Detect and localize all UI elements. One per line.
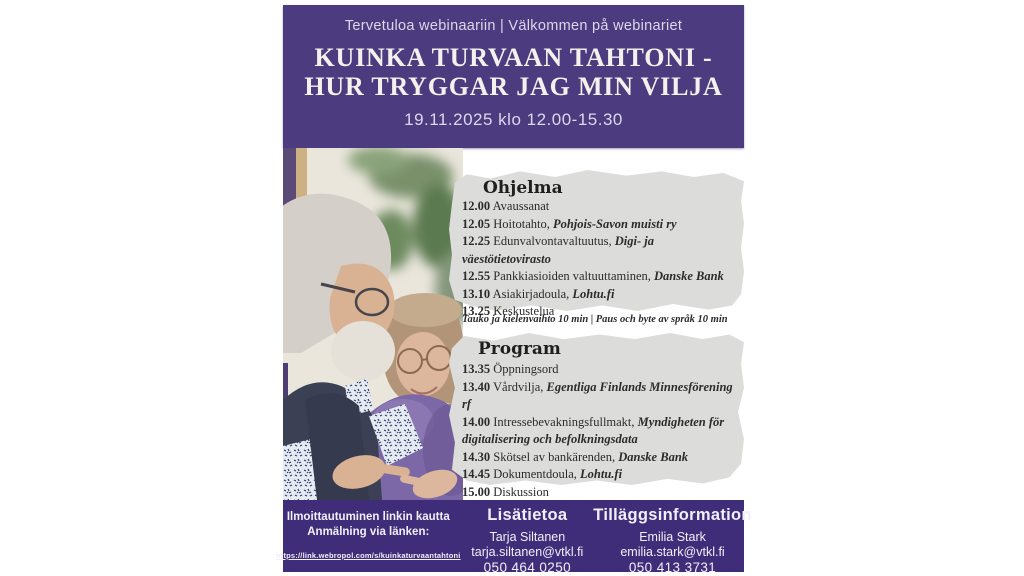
contact-fi-phone: 050 464 0250 xyxy=(483,560,572,575)
program-heading: Program xyxy=(478,339,561,359)
program-item: 14.30 Skötsel av bankärenden, Danske Bank xyxy=(462,449,689,464)
registration-line1: Ilmoittautuminen linkin kautta xyxy=(286,511,450,523)
flyer-footer xyxy=(275,500,752,575)
ohjelma-item: 12.00 Avaussanat xyxy=(462,199,550,213)
ohjelma-list xyxy=(462,198,744,321)
event-date: 19.11.2025 klo 12.00-15.30 xyxy=(404,110,623,129)
registration-line2: Anmälning via länken: xyxy=(307,525,430,538)
program-item: 15.00 Diskussion xyxy=(462,484,549,499)
page-title xyxy=(283,43,744,101)
break-note: Tauko ja kielenvaihto 10 min | Paus och byte av språk 10 min xyxy=(462,314,728,325)
title-line1: KUINKA TURVAAN TAHTONI - xyxy=(314,43,713,72)
program-item: 13.40 Vårdvilja, Egentliga Finlands Minnesförening rf xyxy=(462,379,733,411)
program-item: 13.35 Öppningsord xyxy=(462,362,559,376)
ohjelma-item: 12.25 Edunvalvontavaltuutus, Digi- ja väestötietovirasto xyxy=(462,234,654,266)
ohjelma-item: 13.10 Asiakirjadoula, Lohtu.fi xyxy=(462,286,615,301)
contact-sv-email: emilia.stark@vtkl.fi xyxy=(620,545,725,559)
registration-column xyxy=(275,500,461,572)
welcome-line: Tervetuloa webinaariin | Välkommen på webinariet xyxy=(344,18,683,34)
contact-fi-email: tarja.siltanen@vtkl.fi xyxy=(471,545,584,559)
ohjelma-item: 12.05 Hoitotahto, Pohjois-Savon muisti ry xyxy=(462,216,677,231)
program-list xyxy=(462,361,744,501)
ohjelma-item: 12.55 Pankkiasioiden valtuuttaminen, Danske Bank xyxy=(462,269,724,283)
title-line2: HUR TRYGGAR JAG MIN VILJA xyxy=(304,72,723,101)
contact-sv-column xyxy=(593,500,752,575)
ohjelma-item: 13.25 Keskustelua xyxy=(462,304,555,318)
ohjelma-heading: Ohjelma xyxy=(483,178,563,198)
flyer xyxy=(275,5,752,575)
program-item: 14.45 Dokumentdoula, Lohtu.fi xyxy=(462,467,623,481)
flyer-header xyxy=(283,5,744,148)
contact-sv-heading: Tilläggsinformation xyxy=(593,506,752,524)
contact-sv-phone: 050 413 3731 xyxy=(628,560,717,575)
contact-fi-name: Tarja Siltanen xyxy=(489,530,566,544)
contact-fi-heading: Lisätietoa xyxy=(487,506,568,524)
registration-link[interactable]: https://link.webropol.com/s/kuinkaturvaantahtoni xyxy=(275,551,461,560)
contact-fi-column xyxy=(454,500,602,575)
program-item: 14.00 Intressebevakningsfullmakt, Myndigheten för digitalisering och befolkningsdata xyxy=(462,414,725,446)
elderly-couple-photo xyxy=(283,148,463,500)
contact-sv-name: Emilia Stark xyxy=(639,530,706,544)
